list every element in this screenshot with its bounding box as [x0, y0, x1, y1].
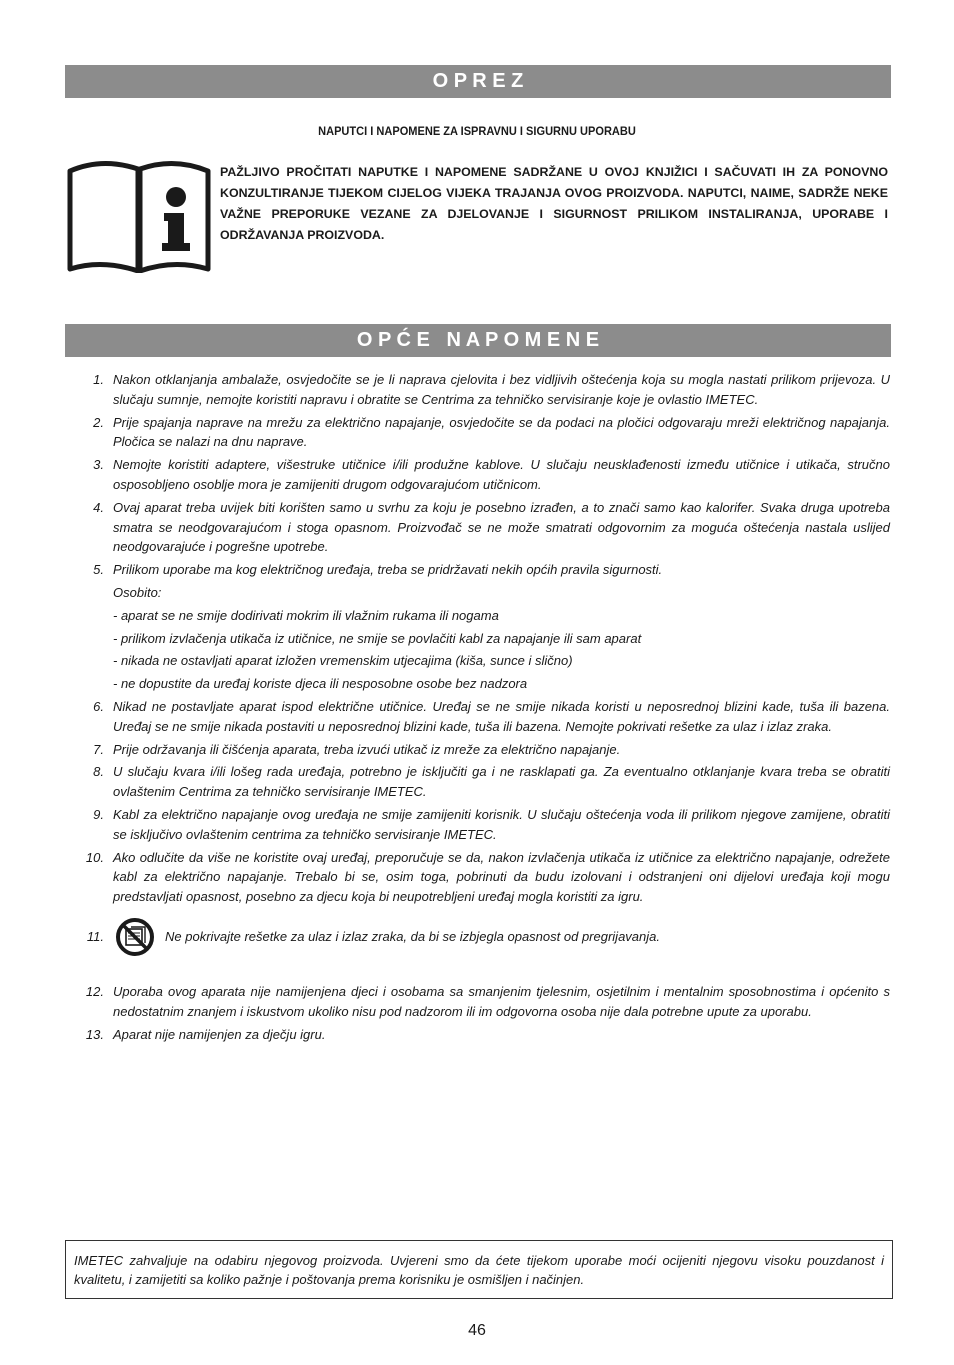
item-text: Prije spajanja naprave na mrežu za električno napajanje, osvjedočite se da podaci na pločici odgovaraju mreži električnog napajanja. Pločica se nalazi na dnu naprave. — [113, 414, 890, 450]
list-item — [80, 370, 890, 410]
item-number: 9. — [93, 806, 104, 822]
item-text: Uporaba ovog aparata nije namijenjena djeci i osobama sa smanjenim tjelesnim, osjetilnim i mentalnim sposobnostima i općenito s nedostatnim znanjem i iskustvom ukoliko nisu pod nadzorom ili im odgovorna osoba nije dala potrebne upute za uporabu. — [113, 983, 890, 1019]
item-number: 10. — [85, 849, 104, 865]
list-item — [80, 413, 890, 453]
info-book-icon — [66, 159, 212, 273]
sub-bullet: - aparat se ne smije dodirivati mokrim ili vlažnim rukama ili nogama — [113, 607, 499, 623]
section-title-general-notes: O P Ć E N A P O M E N E — [356, 329, 600, 351]
item-text: Ne pokrivajte rešetke za ulaz i izlaz zraka, da bi se izbjegla opasnost od pregrijavanja. — [165, 928, 660, 944]
item-text: Nikad ne postavljate aparat ispod električne utičnice. Uređaj se ne smije nikada koristi u neposrednoj blizini kade, tuša ili bazena. Uređaj se ne smije nikada postaviti u neposrednoj blizini kade, tuša ili bazena. Nemojte pokrivati rešetke za ulaz i izlaz zraka. — [113, 698, 890, 734]
list-item — [80, 455, 890, 495]
item-number: 11. — [86, 928, 104, 944]
item-text: Nemojte koristiti adaptere, višestruke utičnice i/ili produžne kablove. U slučaju neusklađenosti između utičnice i utikača, stručno osposobljeno osoblje mora je zamijeniti drugom odgovarajućom utičnicom. — [113, 457, 890, 492]
section-header-general-notes — [65, 324, 891, 357]
item-text: Aparat nije namijenjen za dječju igru. — [113, 1026, 326, 1042]
safety-notes-list — [80, 370, 890, 1047]
item-text: U slučaju kvara i/ili lošeg rada uređaja, potrebno je isključiti ga i ne rasklapati ga. Za eventualno otklanjanje kvara treba se obratiti ovlaštenim Centrima za tehničko servisiranje IMETEC. — [113, 764, 890, 800]
item-number: 2. — [93, 414, 104, 430]
thank-you-note: IMETEC zahvaljuje na odabiru njegovog proizvoda. Uvjereni smo da ćete tijekom uporabe moći ocijeniti njegovu visoku pouzdanost i kvalitetu, i zamijetiti sa koliko pažnje i poštovanja prema korisniku je osmišljen i načinjen. — [65, 1240, 893, 1299]
item-text: Kabl za električno napajanje ovog uređaja ne smije zamijeniti korisnik. U slučaju oštećenja voda ili prilikom njegove zamijene, obratiti se isključivo ovlaštenim centrima za tehničko servisiranje IMETEC. — [113, 806, 890, 842]
item-text: Prije održavanja ili čišćenja aparata, treba izvući utikač iz mreže za električno napajanje. — [113, 741, 621, 757]
list-item — [80, 848, 890, 907]
list-item — [80, 917, 890, 957]
item-number: 3. — [93, 457, 104, 473]
item-text: Ovaj aparat treba uvijek biti korišten samo u svrhu za koju je posebno izrađen, a to znači samo kao kalorifer. Svaka druga upotreba smatra se neodgovarajućom i stoga opasnom. Proizvođač se ne može smatrati odgovornim za moguća oštećenja nastala uslijed neodgovarajuće i pogrešne upotrebe. — [113, 499, 890, 555]
list-item — [80, 762, 890, 802]
list-item — [80, 697, 890, 737]
list-item — [80, 498, 890, 557]
sub-bullet: - prilikom izvlačenja utikača iz utičnice, ne smije se povlačiti kabl za napajanje ili sam aparat — [113, 630, 642, 646]
item-number: 4. — [93, 499, 104, 515]
list-item — [80, 805, 890, 845]
section-header-oprez — [65, 65, 891, 98]
item-number: 12. — [85, 983, 104, 999]
item-number: 7. — [93, 741, 104, 757]
sub-bullet: - nikada ne ostavljati aparat izložen vremenskim utjecajima (kiša, sunce i slično) — [113, 653, 573, 669]
do-not-cover-icon — [115, 917, 155, 957]
item-number: 5. — [93, 562, 104, 578]
list-item — [80, 982, 890, 1022]
page-number: 46 — [468, 1322, 486, 1339]
intro-warning-text: PAŽLJIVO PROČITATI NAPUTKE I NAPOMENE SADRŽANE U OVOJ KNJIŽICI I SAČUVATI IH ZA PONOVNO KONZULTIRANJE TIJEKOM CIJELOG VIJEKA TRAJANJA OVOG PROIZVODA. NAPUTCI, NAIME, SADRŽE NEKE VAŽNE PREPORUKE VEZANE ZA DJELOVANJE I SIGURNOST PRILIKOM INSTALIRANJA, UPORABE I ODRŽAVANJA PROIZVODA. — [220, 165, 888, 242]
item-number: 8. — [93, 764, 104, 780]
item-number: 13. — [85, 1026, 104, 1042]
list-item — [80, 1025, 890, 1045]
sub-intro: Osobito: — [113, 584, 162, 600]
section-title-oprez: O P R E Z — [432, 70, 524, 92]
item-number: 1. — [93, 372, 104, 387]
item-text: Nakon otklanjanja ambalaže, osvjedočite se je li naprava cjelovita i bez vidljivih oštećenja koja su mogla nastati prilikom prijevoza. U slučaju sumnje, nemojte koristiti napravu i obratite se Centrima za tehničko servisiranje koje je ovlastio IMETEC. — [113, 372, 890, 407]
item-text: Prilikom uporabe ma kog električnog uređaja, treba se pridržavati nekih općih pravila sigurnosti. — [113, 562, 663, 578]
list-item — [80, 560, 890, 580]
sub-bullet: - ne dopustite da uređaj koriste djeca ili nesposobne osobe bez nadzora — [113, 676, 528, 692]
subtitle: NAPUTCI I NAPOMENE ZA ISPRAVNU I SIGURNU UPORABU — [318, 124, 636, 138]
item-text: Ako odlučite da više ne koristite ovaj uređaj, preporučuje se da, nakon izvlačenja utikača iz utičnice za električno napajanje, odrežete kabl za električno napajanje. Trebalo bi se, osim toga, pobrinuti da budu izolovani i odstranjeni oni dijelovi uređaja koji mogu predstavljati opasnost, posebno za djecu koja bi neupotrebljeni uređaj mogla koristiti za igru. — [113, 849, 890, 905]
item-number: 6. — [93, 698, 104, 714]
list-item — [80, 740, 890, 760]
